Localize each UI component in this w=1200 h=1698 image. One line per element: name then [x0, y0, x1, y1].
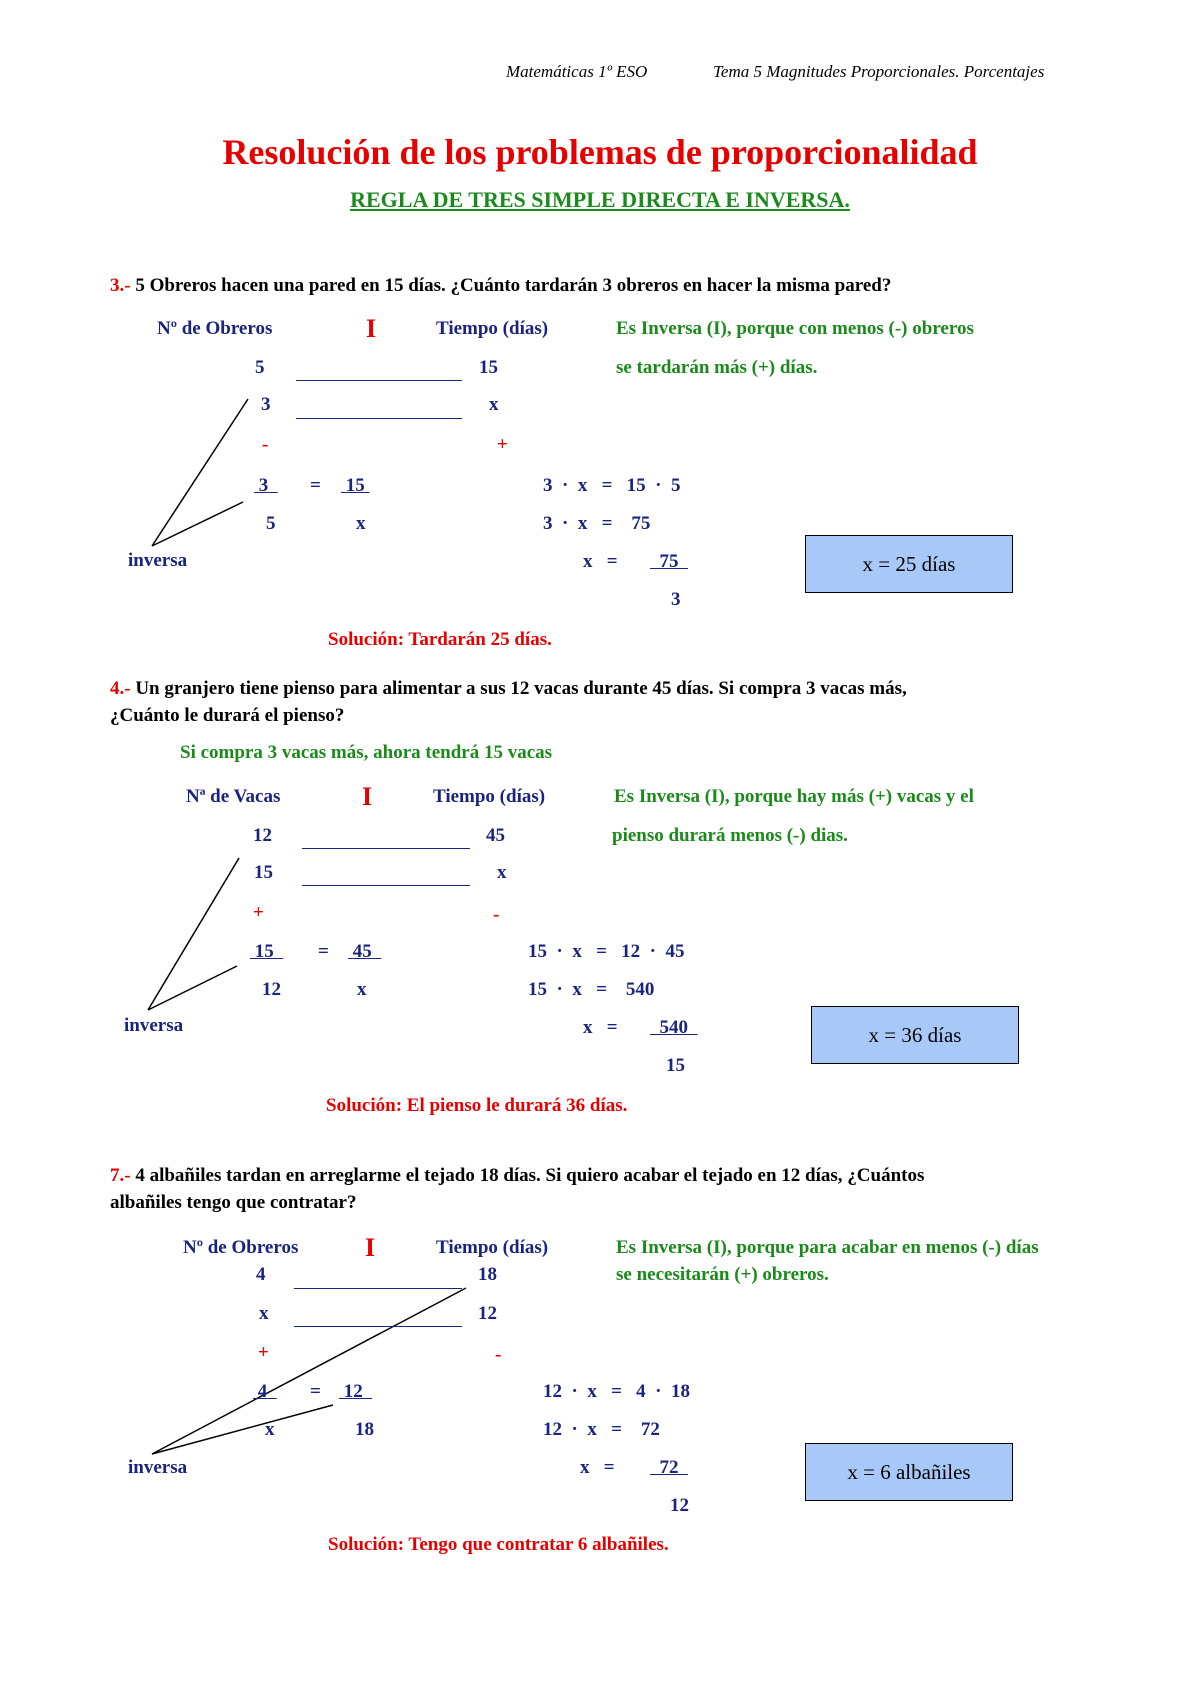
- p7-frac-left-den: x: [265, 1419, 275, 1440]
- p4-sign-left: +: [253, 902, 264, 923]
- p3-frac-right-num: 15: [345, 475, 365, 496]
- p3-frac-equals: =: [310, 475, 321, 496]
- p4-row1-line: [302, 848, 470, 849]
- p7-solution: Solución: Tengo que contratar 6 albañiles.: [328, 1534, 669, 1555]
- p7-sign-left: +: [258, 1342, 269, 1363]
- p7-row2-a: x: [259, 1303, 269, 1324]
- problem-7-number: 7.-: [110, 1165, 131, 1186]
- problem-7-text-1: 4 albañiles tardan en arreglarme el tejado 18 días. Si quiero acabar el tejado en 12 días, ¿Cuántos: [130, 1165, 925, 1186]
- p3-sign-left: -: [262, 434, 269, 455]
- p4-equation-1: 15 · x = 12 · 45: [528, 941, 685, 962]
- page-subtitle: REGLA DE TRES SIMPLE DIRECTA E INVERSA.: [350, 187, 850, 212]
- p3-row1-a: 5: [255, 357, 265, 378]
- problem-4-number: 4.-: [110, 678, 131, 699]
- p7-explanation-2: se necesitarán (+) obreros.: [616, 1264, 829, 1285]
- p4-row2-a: 15: [254, 862, 273, 883]
- p4-sign-right: -: [493, 904, 500, 925]
- p4-row2-b: x: [497, 862, 507, 883]
- p3-row1-b: 15: [479, 357, 498, 378]
- p3-row2-a: 3: [261, 394, 271, 415]
- p3-equation-3: x =: [583, 551, 618, 572]
- p3-inverse-marker: I: [366, 314, 377, 343]
- p4-note: Si compra 3 vacas más, ahora tendrá 15 vacas: [180, 742, 553, 763]
- p4-frac-equals: =: [318, 941, 329, 962]
- p4-column-tiempo: Tiempo (días): [433, 786, 546, 807]
- p7-explanation-1: Es Inversa (I), porque para acabar en menos (-) días: [616, 1237, 1039, 1258]
- p4-column-vacas: Nª de Vacas: [186, 786, 281, 807]
- problem-3-statement: [110, 275, 891, 297]
- problem-7-statement-line1: [110, 1165, 924, 1187]
- p4-frac-right-num: 45: [352, 941, 372, 962]
- problem-3-text: 5 Obreros hacen una pared en 15 días. ¿Cuánto tardarán 3 obreros en hacer la misma pared?: [130, 275, 892, 296]
- p7-row2-line: [294, 1326, 462, 1327]
- problem-4-statement-line2: ¿Cuánto le durará el pienso?: [110, 705, 345, 726]
- p3-result-fraction-den: 3: [671, 589, 681, 610]
- p4-row2-line: [302, 885, 470, 886]
- p4-frac-left-den: 12: [262, 979, 281, 1000]
- p4-equation-2: 15 · x = 540: [528, 979, 655, 1000]
- p4-result-fraction-den: 15: [666, 1055, 685, 1076]
- p3-sign-right: +: [497, 434, 508, 455]
- p3-explanation-1: Es Inversa (I), porque con menos (-) obreros: [616, 318, 974, 339]
- page-title: Resolución de los problemas de proporcionalidad: [222, 132, 978, 172]
- p4-inversa-label: inversa: [124, 1015, 184, 1036]
- p7-answer-box: x = 6 albañiles: [805, 1443, 1013, 1501]
- p4-inverse-marker: I: [362, 782, 373, 811]
- p3-frac-right-den: x: [356, 513, 366, 534]
- p3-frac-left-num: 3: [258, 475, 269, 496]
- p4-explanation-2: pienso durará menos (-) dias.: [612, 825, 848, 846]
- p3-result-fraction-num: 75: [659, 551, 679, 572]
- p4-result-fraction-num: 540: [659, 1017, 688, 1038]
- p7-row1-a: 4: [256, 1264, 266, 1285]
- p7-column-obreros: Nº de Obreros: [183, 1237, 299, 1258]
- p3-frac-left-den: 5: [266, 513, 276, 534]
- p7-result-fraction-den: 12: [670, 1495, 689, 1516]
- p7-frac-equals: =: [310, 1381, 321, 1402]
- p4-explanation-1: Es Inversa (I), porque hay más (+) vacas y el: [614, 786, 974, 807]
- p7-inversa-label: inversa: [128, 1457, 188, 1478]
- p4-frac-left-num: 15: [254, 941, 274, 962]
- p7-row1-line: [294, 1288, 462, 1289]
- p7-sign-right: -: [495, 1344, 502, 1365]
- p7-frac-right-den: 18: [355, 1419, 374, 1440]
- p3-column-obreros: Nº de Obreros: [157, 318, 273, 339]
- p3-solution: Solución: Tardarán 25 días.: [328, 629, 552, 650]
- p7-column-tiempo: Tiempo (días): [436, 1237, 549, 1258]
- p4-answer-box: x = 36 días: [811, 1006, 1019, 1064]
- p3-equation-2: 3 · x = 75: [543, 513, 651, 534]
- p3-answer-box: x = 25 días: [805, 535, 1013, 593]
- p3-column-tiempo: Tiempo (días): [436, 318, 549, 339]
- problem-4-text-1: Un granjero tiene pienso para alimentar a sus 12 vacas durante 45 días. Si compra 3 vacas más,: [130, 678, 907, 699]
- header-course: Matemáticas 1º ESO: [506, 62, 648, 81]
- problem-3-number: 3.-: [110, 275, 131, 296]
- p3-row1-line: [296, 380, 462, 381]
- header-topic: Tema 5 Magnitudes Proporcionales. Porcentajes: [713, 62, 1045, 81]
- p4-frac-right-den: x: [357, 979, 367, 1000]
- p7-row1-b: 18: [478, 1264, 497, 1285]
- p7-frac-left-num: 4: [257, 1381, 268, 1402]
- p3-explanation-2: se tardarán más (+) días.: [616, 357, 818, 378]
- p3-equation-1: 3 · x = 15 · 5: [543, 475, 681, 496]
- p4-equation-3: x =: [583, 1017, 618, 1038]
- p4-solution: Solución: El pienso le durará 36 días.: [326, 1095, 628, 1116]
- problem-7-statement-line2: albañiles tengo que contratar?: [110, 1192, 357, 1213]
- p7-result-fraction-num: 72: [659, 1457, 679, 1478]
- p3-inversa-label: inversa: [128, 550, 188, 571]
- problem-4-statement-line1: [110, 678, 907, 700]
- p3-row2-b: x: [489, 394, 499, 415]
- p7-equation-2: 12 · x = 72: [543, 1419, 660, 1440]
- p7-frac-right-num: 12: [343, 1381, 363, 1402]
- p7-equation-3: x =: [580, 1457, 615, 1478]
- p4-row1-a: 12: [253, 825, 272, 846]
- p4-row1-b: 45: [486, 825, 505, 846]
- p7-inverse-marker: I: [365, 1233, 376, 1262]
- p7-equation-1: 12 · x = 4 · 18: [543, 1381, 690, 1402]
- p3-row2-line: [296, 418, 462, 419]
- p7-row2-b: 12: [478, 1303, 497, 1324]
